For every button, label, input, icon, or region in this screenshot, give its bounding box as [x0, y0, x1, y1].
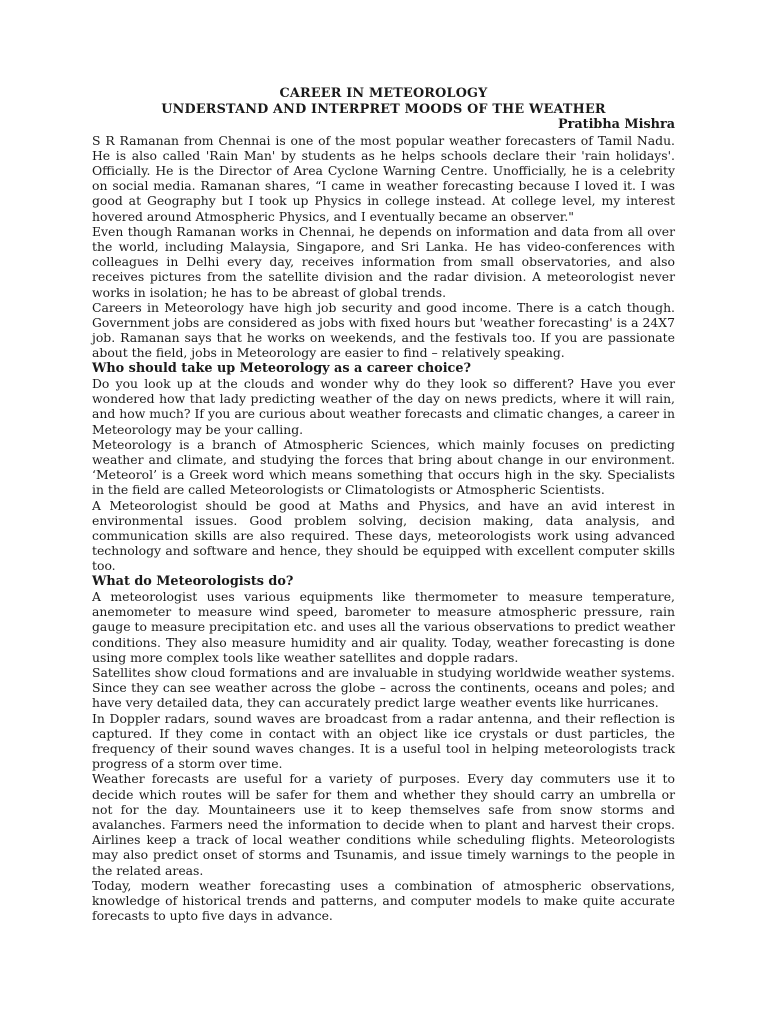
section-heading: What do Meteorologists do?: [92, 573, 294, 589]
paragraph: Today, modern weather forecasting uses a combination of atmospheric observations, knowledge of historical trends and patterns, and computer models to make quite accurate forecasts to upto five days in advance.: [92, 877, 675, 924]
paragraph: A Meteorologist should be good at Maths and Physics, and have an avid interest in environmental issues. Good problem solving, decision making, data analysis, and communication skills are also required. These days, meteorologists work using advanced technology and software and hence, they should be equipped with excellent computer skills too.: [92, 497, 675, 574]
document-title: CAREER IN METEOROLOGY: [279, 86, 488, 101]
author-name: Pratibha Mishra: [558, 117, 675, 132]
document-page: [92, 86, 675, 923]
paragraph: Do you look up at the clouds and wonder why do they look so different? Have you ever wondered how that lady predicting weather of the day on news predicts, where it will rain, and how much? If you are curious about weather forecasts and climatic changes, a career in Meteorology may be your calling.: [92, 375, 675, 437]
paragraph: A meteorologist uses various equipments like thermometer to measure temperature, anemometer to measure wind speed, barometer to measure atmospheric pressure, rain gauge to measure precipitation etc. and uses all the various observations to predict weather conditions. They also measure humidity and air quality. Today, weather forecasting is done using more complex tools like weather satellites and dopple radars.: [92, 589, 675, 665]
section-heading: Who should take up Meteorology as a career choice?: [92, 360, 471, 376]
document-subtitle: UNDERSTAND AND INTERPRET MOODS OF THE WEATHER: [161, 101, 606, 117]
paragraph: Careers in Meteorology have high job security and good income. There is a catch though. Government jobs are considered as jobs with fixed hours but 'weather forecasting' is a 24X7 job. Ramanan says that he works on weekends, and the festivals too. If you are passionate about the field, jobs in Meteorology are easier to find – relatively speaking.: [92, 299, 675, 361]
paragraph: S R Ramanan from Chennai is one of the most popular weather forecasters of Tamil Nadu. He is also called 'Rain Man' by students as he helps schools declare their 'rain holidays'. Officially. He is the Director of Area Cyclone Warning Centre. Unofficially, he is a celebrity on social media. Ramanan shares, “I came in weather forecasting because I loved it. I was good at Geography but I took up Physics in college instead. At college level, my interest hovered around Atmospheric Physics, and I eventually became an observer.": [92, 132, 675, 224]
paragraph: Meteorology is a branch of Atmospheric Sciences, which mainly focuses on predicting weather and climate, and studying the forces that bring about change in our environment. ‘Meteorol’ is a Greek word which means something that occurs high in the sky. Specialists in the field are called Meteorologists or Climatologists or Atmospheric Scientists.: [92, 436, 675, 498]
paragraph: Even though Ramanan works in Chennai, he depends on information and data from all over the world, including Malaysia, Singapore, and Sri Lanka. He has video-conferences with colleagues in Delhi every day, receives information from small observatories, and also receives pictures from the satellite division and the radar division. A meteorologist never works in isolation; he has to be abreast of global trends.: [92, 223, 675, 300]
paragraph: In Doppler radars, sound waves are broadcast from a radar antenna, and their reflection is captured. If they come in contact with an object like ice crystals or dust particles, the frequency of their sound waves changes. It is a useful tool in helping meteorologists track progress of a storm over time.: [92, 710, 675, 772]
paragraph: Weather forecasts are useful for a variety of purposes. Every day commuters use it to decide which routes will be safer for them and whether they should carry an umbrella or not for the day. Mountaineers use it to keep themselves safe from snow storms and avalanches. Farmers need the information to decide when to plant and harvest their crops. Airlines keep a track of local weather conditions while scheduling flights. Meteorologists may also predict onset of storms and Tsunamis, and issue timely warnings to the people in the related areas.: [92, 771, 675, 878]
paragraph: Satellites show cloud formations and are invaluable in studying worldwide weather systems. Since they can see weather across the globe – across the continents, oceans and poles; and have very detailed data, they can accurately predict large weather events like hurricanes.: [92, 665, 675, 711]
